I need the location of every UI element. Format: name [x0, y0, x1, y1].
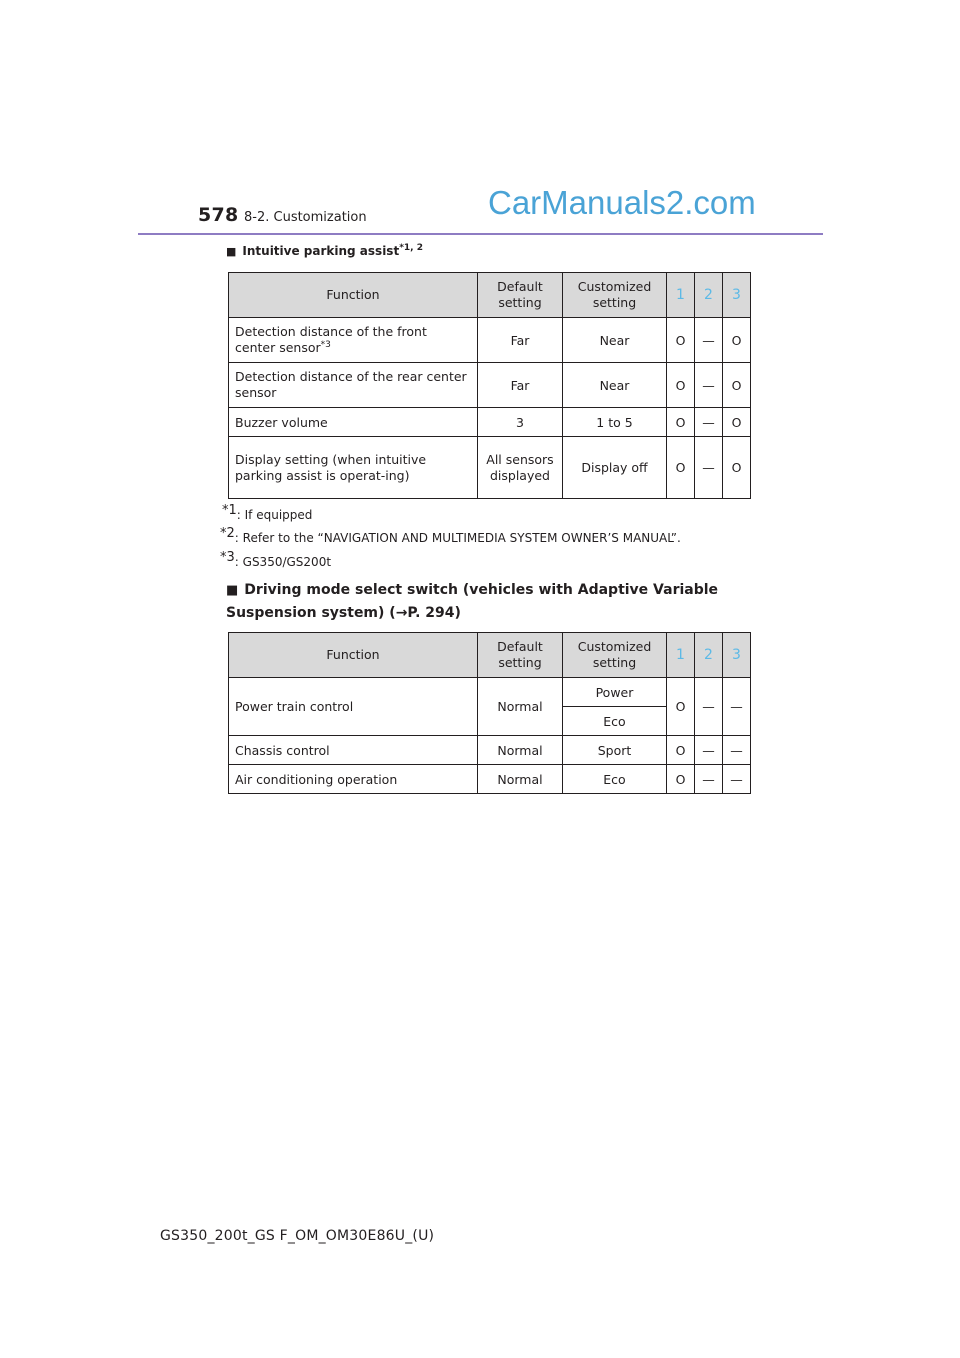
- intuitive-parking-assist-table: [228, 272, 751, 499]
- cell-custom: Display off: [563, 437, 667, 499]
- header-function: Function: [229, 273, 478, 318]
- cell-default: Normal: [478, 765, 563, 794]
- section1-title-sup: *1, 2: [399, 243, 423, 253]
- header-default: Default setting: [478, 273, 563, 318]
- cell-custom: Near: [563, 318, 667, 363]
- header-col-2: 2: [695, 273, 723, 318]
- cell-c1: O: [667, 765, 695, 794]
- cell-c3: —: [723, 678, 751, 736]
- table-row: [229, 437, 751, 499]
- driving-mode-table: [228, 632, 751, 794]
- square-bullet-icon: ■: [226, 583, 239, 598]
- cell-c3: O: [723, 363, 751, 408]
- header-default: Default setting: [478, 633, 563, 678]
- cell-c2: —: [695, 678, 723, 736]
- cell-function: Buzzer volume: [229, 408, 478, 437]
- cell-custom: 1 to 5: [563, 408, 667, 437]
- page-number: 578: [198, 204, 239, 226]
- header-customized: Customized setting: [563, 273, 667, 318]
- cell-default: Normal: [478, 736, 563, 765]
- cell-c3: O: [723, 437, 751, 499]
- header-col-1: 1: [667, 633, 695, 678]
- section1-title: Intuitive parking assist: [242, 244, 400, 258]
- table-row: [229, 408, 751, 437]
- cell-function: Chassis control: [229, 736, 478, 765]
- section2-heading: [226, 579, 748, 624]
- cell-c1: O: [667, 363, 695, 408]
- footnote-3: $^{*3}$: GS350/GS200t: [220, 550, 332, 569]
- cell-c2: —: [695, 437, 723, 499]
- header-customized: Customized setting: [563, 633, 667, 678]
- cell-custom: Eco: [563, 707, 667, 736]
- table-header-row: [229, 633, 751, 678]
- cell-function: Detection distance of the front center sensor$^{*3}$: [229, 318, 478, 363]
- cell-c1: O: [667, 736, 695, 765]
- header-col-2: 2: [695, 633, 723, 678]
- header-function: Function: [229, 633, 478, 678]
- cell-custom: Near: [563, 363, 667, 408]
- cell-c1: O: [667, 678, 695, 736]
- cell-c2: —: [695, 765, 723, 794]
- section1-heading: [226, 244, 423, 258]
- header-col-3: 3: [723, 633, 751, 678]
- square-bullet-icon: ■: [226, 245, 237, 258]
- cell-custom: Eco: [563, 765, 667, 794]
- cell-function: Display setting (when intuitive parking assist is operat-ing): [229, 437, 478, 499]
- section-title: 8-2. Customization: [244, 210, 367, 225]
- watermark: CarManuals2.com: [488, 184, 756, 221]
- cell-custom: Power: [563, 678, 667, 707]
- cell-c2: —: [695, 318, 723, 363]
- cell-function: Power train control: [229, 678, 478, 736]
- header-col-1: 1: [667, 273, 695, 318]
- table-row: [229, 736, 751, 765]
- cell-function: Detection distance of the rear center sensor: [229, 363, 478, 408]
- header-rule: [138, 233, 823, 235]
- cell-c2: —: [695, 408, 723, 437]
- cell-c3: —: [723, 736, 751, 765]
- table-row: [229, 678, 751, 707]
- cell-c3: O: [723, 408, 751, 437]
- footnote-1: $^{*1}$: If equipped: [222, 503, 313, 522]
- table-row: [229, 765, 751, 794]
- footnote-2: $^{*2}$: Refer to the “NAVIGATION AND MULTIMEDIA SYSTEM OWNER’S MANUAL”.: [220, 526, 681, 545]
- cell-c2: —: [695, 736, 723, 765]
- table-row: [229, 363, 751, 408]
- cell-default: Normal: [478, 678, 563, 736]
- cell-function: Air conditioning operation: [229, 765, 478, 794]
- cell-default: Far: [478, 318, 563, 363]
- cell-default: Far: [478, 363, 563, 408]
- cell-c2: —: [695, 363, 723, 408]
- cell-c1: O: [667, 408, 695, 437]
- cell-c1: O: [667, 437, 695, 499]
- section2-title: Driving mode select switch (vehicles with Adaptive Variable Suspension system) (→P. 294): [226, 582, 719, 621]
- header-col-3: 3: [723, 273, 751, 318]
- cell-c3: —: [723, 765, 751, 794]
- cell-default: All sensors displayed: [478, 437, 563, 499]
- cell-c1: O: [667, 318, 695, 363]
- cell-default: 3: [478, 408, 563, 437]
- cell-c3: O: [723, 318, 751, 363]
- table-row: [229, 318, 751, 363]
- table-header-row: [229, 273, 751, 318]
- cell-custom: Sport: [563, 736, 667, 765]
- document-code: GS350_200t_GS F_OM_OM30E86U_(U): [160, 1228, 435, 1244]
